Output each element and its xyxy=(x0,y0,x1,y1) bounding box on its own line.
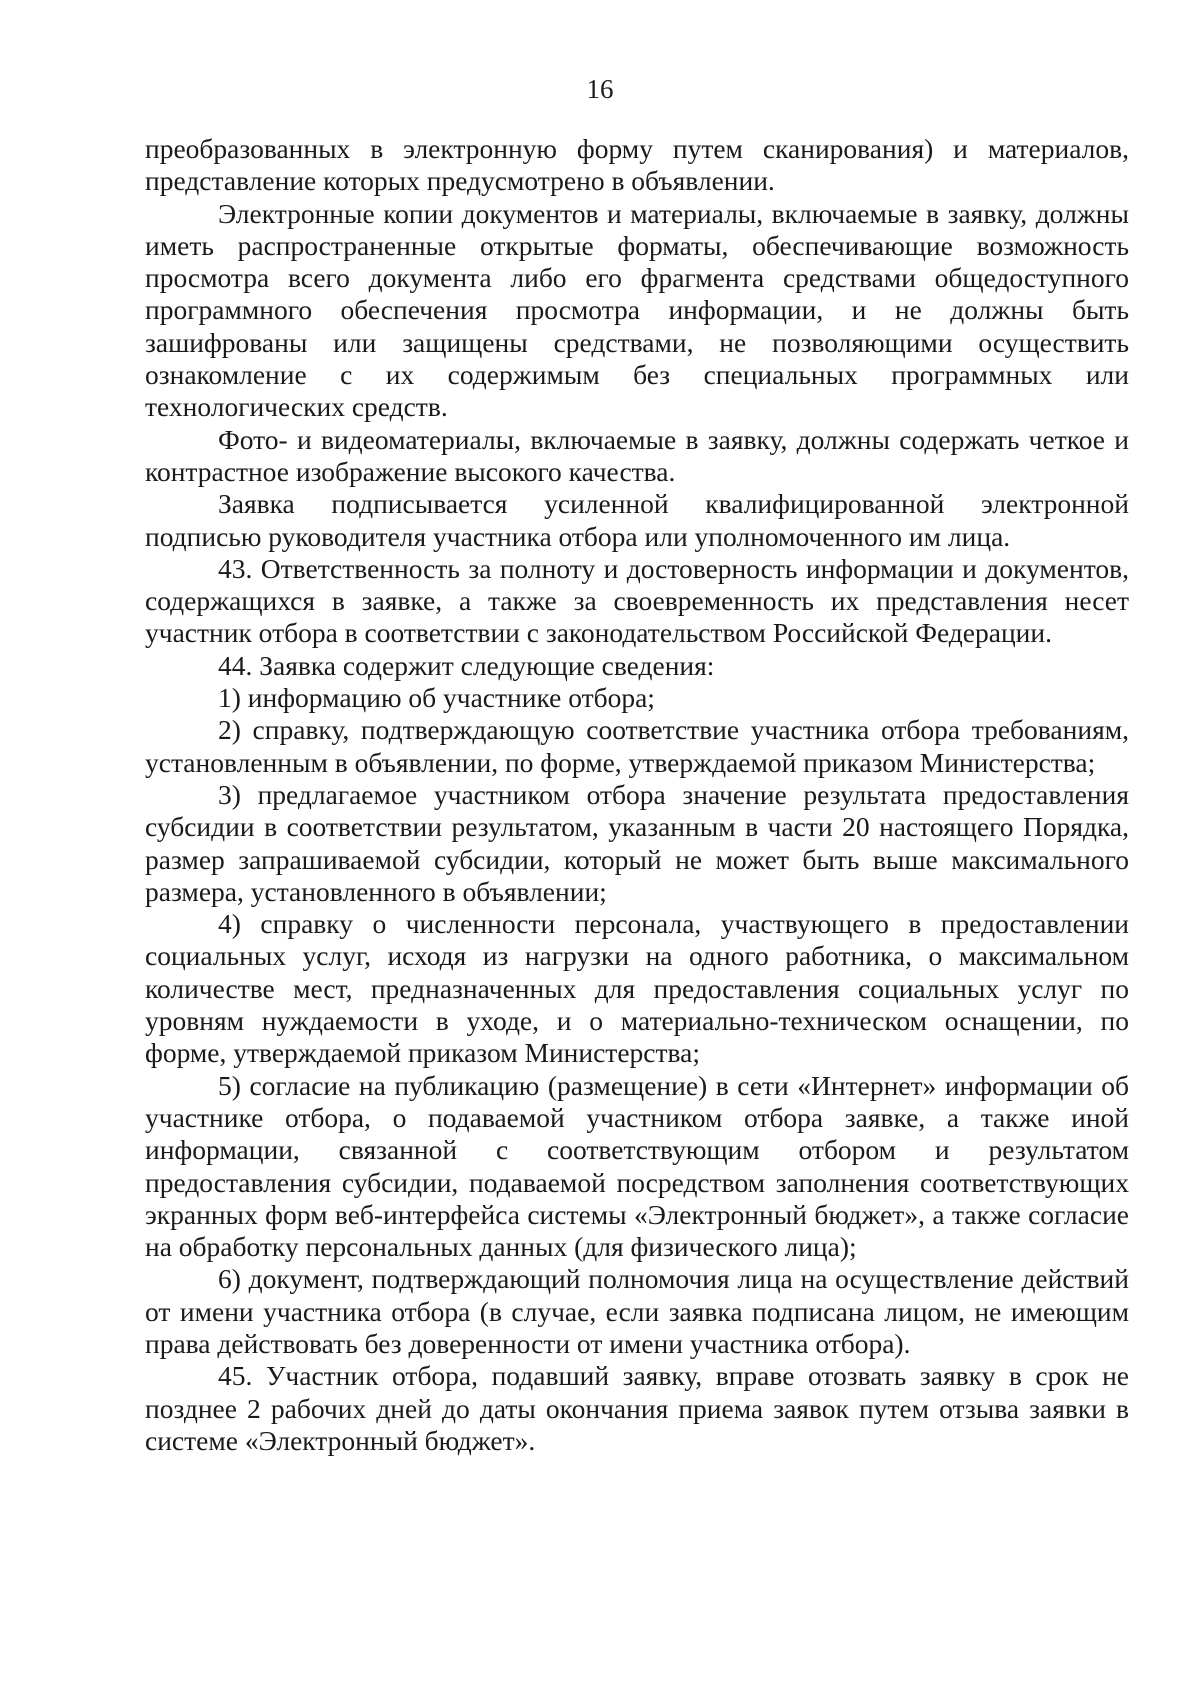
paragraph-clause-43: 43. Ответственность за полноту и достоверность информации и документов, содержащихся в заявке, а также за своевременность их представления несет участник отбора в соответствии с законодательством Российской Федерации. xyxy=(145,552,1129,649)
paragraph-clause-45: 45. Участник отбора, подавший заявку, вправе отозвать заявку в срок не позднее 2 рабочих дней до даты окончания приема заявок путем отзыва заявки в системе «Электронный бюджет». xyxy=(145,1360,1129,1456)
page-number: 16 xyxy=(586,74,614,104)
paragraph-continuation: преобразованных в электронную форму путем сканирования) и материалов, представление которых предусмотрено в объявлении. xyxy=(145,133,1129,197)
paragraph-electronic-copies: Электронные копии документов и материалы, включаемые в заявку, должны иметь распространенные открытые форматы, обеспечивающие возможность просмотра всего документа либо его фрагмента средствами общедоступного программного обеспечения просмотра информации, и не должны быть зашифрованы или защищены средствами, не позволяющими осуществить ознакомление с их содержимым без специальных программных или технологических средств. xyxy=(145,197,1129,423)
paragraph-signature: Заявка подписывается усиленной квалифицированной электронной подписью руководителя участника отбора или уполномоченного им лица. xyxy=(145,488,1129,552)
document-body xyxy=(145,133,1129,1457)
paragraph-photo-video: Фото- и видеоматериалы, включаемые в заявку, должны содержать четкое и контрастное изображение высокого качества. xyxy=(145,423,1129,487)
list-item-2: 2) справку, подтверждающую соответствие участника отбора требованиям, установленным в объявлении, по форме, утверждаемой приказом Министерства; xyxy=(145,714,1129,778)
list-item-1: 1) информацию об участнике отбора; xyxy=(218,682,655,714)
list-item-3: 3) предлагаемое участником отбора значение результата предоставления субсидии в соответствии результатом, указанным в части 20 настоящего Порядка, размер запрашиваемой субсидии, который не может быть выше максимального размера, установленного в объявлении; xyxy=(145,778,1129,907)
list-item-4: 4) справку о численности персонала, участвующего в предоставлении социальных услуг, исходя из нагрузки на одного работника, о максимальном количестве мест, предназначенных для предоставления социальных услуг по уровням нуждаемости в уходе, и о материально-техническом оснащении, по форме, утверждаемой приказом Министерства; xyxy=(145,908,1129,1069)
paragraph-clause-44: 44. Заявка содержит следующие сведения: xyxy=(218,649,715,681)
list-item-6: 6) документ, подтверждающий полномочия лица на осуществление действий от имени участника отбора (в случае, если заявка подписана лицом, не имеющим права действовать без доверенности от имени участника отбора). xyxy=(145,1263,1129,1359)
list-item-5: 5) согласие на публикацию (размещение) в сети «Интернет» информации об участнике отбора, о подаваемой участником отбора заявке, а также иной информации, связанной с соответствующим отбором и результатом предоставления субсидии, подаваемой посредством заполнения соответствующих экранных форм веб-интерфейса системы «Электронный бюджет», а также согласие на обработку персональных данных (для физического лица); xyxy=(145,1069,1129,1263)
